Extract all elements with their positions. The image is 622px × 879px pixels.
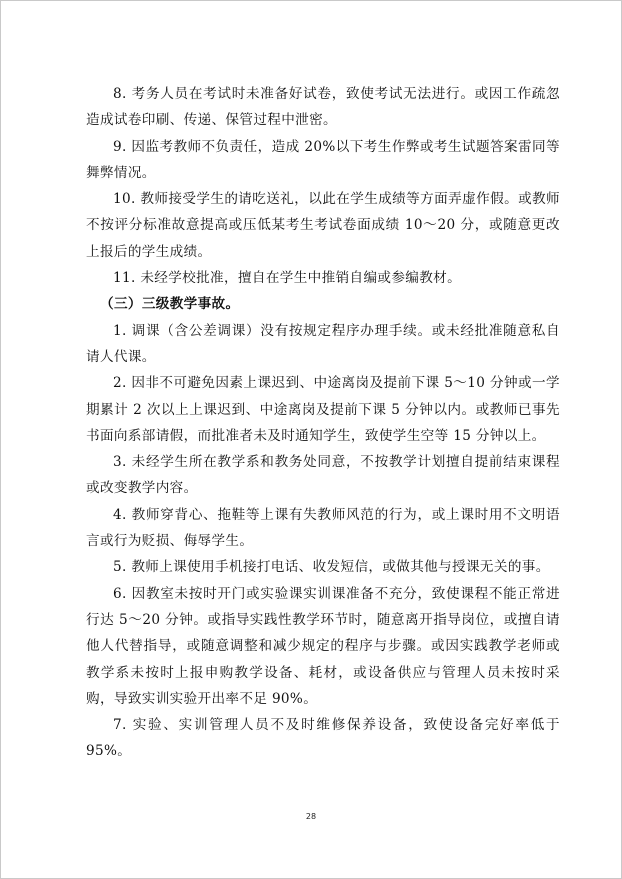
paragraph-item-3: 3. 未经学生所在教学系和教务处同意，不按教学计划擅自提前结束课程或改变教学内容。 (86, 454, 560, 497)
paragraph-item-10: 10. 教师接受学生的请吃送礼，以此在学生成绩等方面弄虚作假。或教师不按评分标准故意提高或压低某考生考试卷面成绩 10～20 分，或随意更改上报后的学生成绩。 (86, 191, 560, 260)
paragraph-item-5: 5. 教师上课使用手机接打电话、收发短信，或做其他与授课无关的事。 (113, 559, 550, 576)
paragraph-item-7: 7. 实验、实训管理人员不及时维修保养设备，致使设备完好率低于 95%。 (86, 717, 560, 760)
paragraph-item-9: 9. 因监考教师不负责任，造成 20%以下考生作弊或考生试题答案雷同等舞弊情况。 (86, 138, 560, 181)
paragraph-item-4: 4. 教师穿背心、拖鞋等上课有失教师风范的行为，或上课时用不文明语言或行为贬损、侮辱学生。 (86, 506, 560, 550)
page-number: 28 (305, 812, 317, 821)
paragraph-item-11: 11. 未经学校批准，擅自在学生中推销自编或参编教材。 (113, 270, 462, 287)
paragraph-item-1: 1. 调课（含公差调课）没有按规定程序办理手续。或未经批准随意私自请人代课。 (86, 322, 560, 365)
paragraph-item-2: 2. 因非不可避免因素上课迟到、中途离岗及提前下课 5～10 分钟或一学期累计 2 次以上上课迟到、中途离岗及提前下课 5 分钟以内。或教师已事先书面向系部请假，而批准者未及时通知学生，致使学生空等 15 分钟以上。 (86, 375, 560, 444)
section-heading-level3: （三）三级教学事故。 (100, 296, 240, 313)
document-body (86, 81, 560, 765)
paragraph-item-8: 8. 考务人员在考试时未准备好试卷，致使考试无法进行。或因工作疏忽造成试卷印刷、传递、保管过程中泄密。 (86, 86, 560, 129)
paragraph-item-6: 6. 因教室未按时开门或实验课实训课准备不充分，致使课程不能正常进行达 5～20 分钟。或指导实践性教学环节时，随意离开指导岗位，或擅自请他人代替指导，或随意调整和减少规定的程序与步骤。或因实践教学老师或教学系未按时上报申购教学设备、耗材，或设备供应与管理人员未按时采购，导致实训实验开出率不足 90%。 (86, 585, 560, 707)
